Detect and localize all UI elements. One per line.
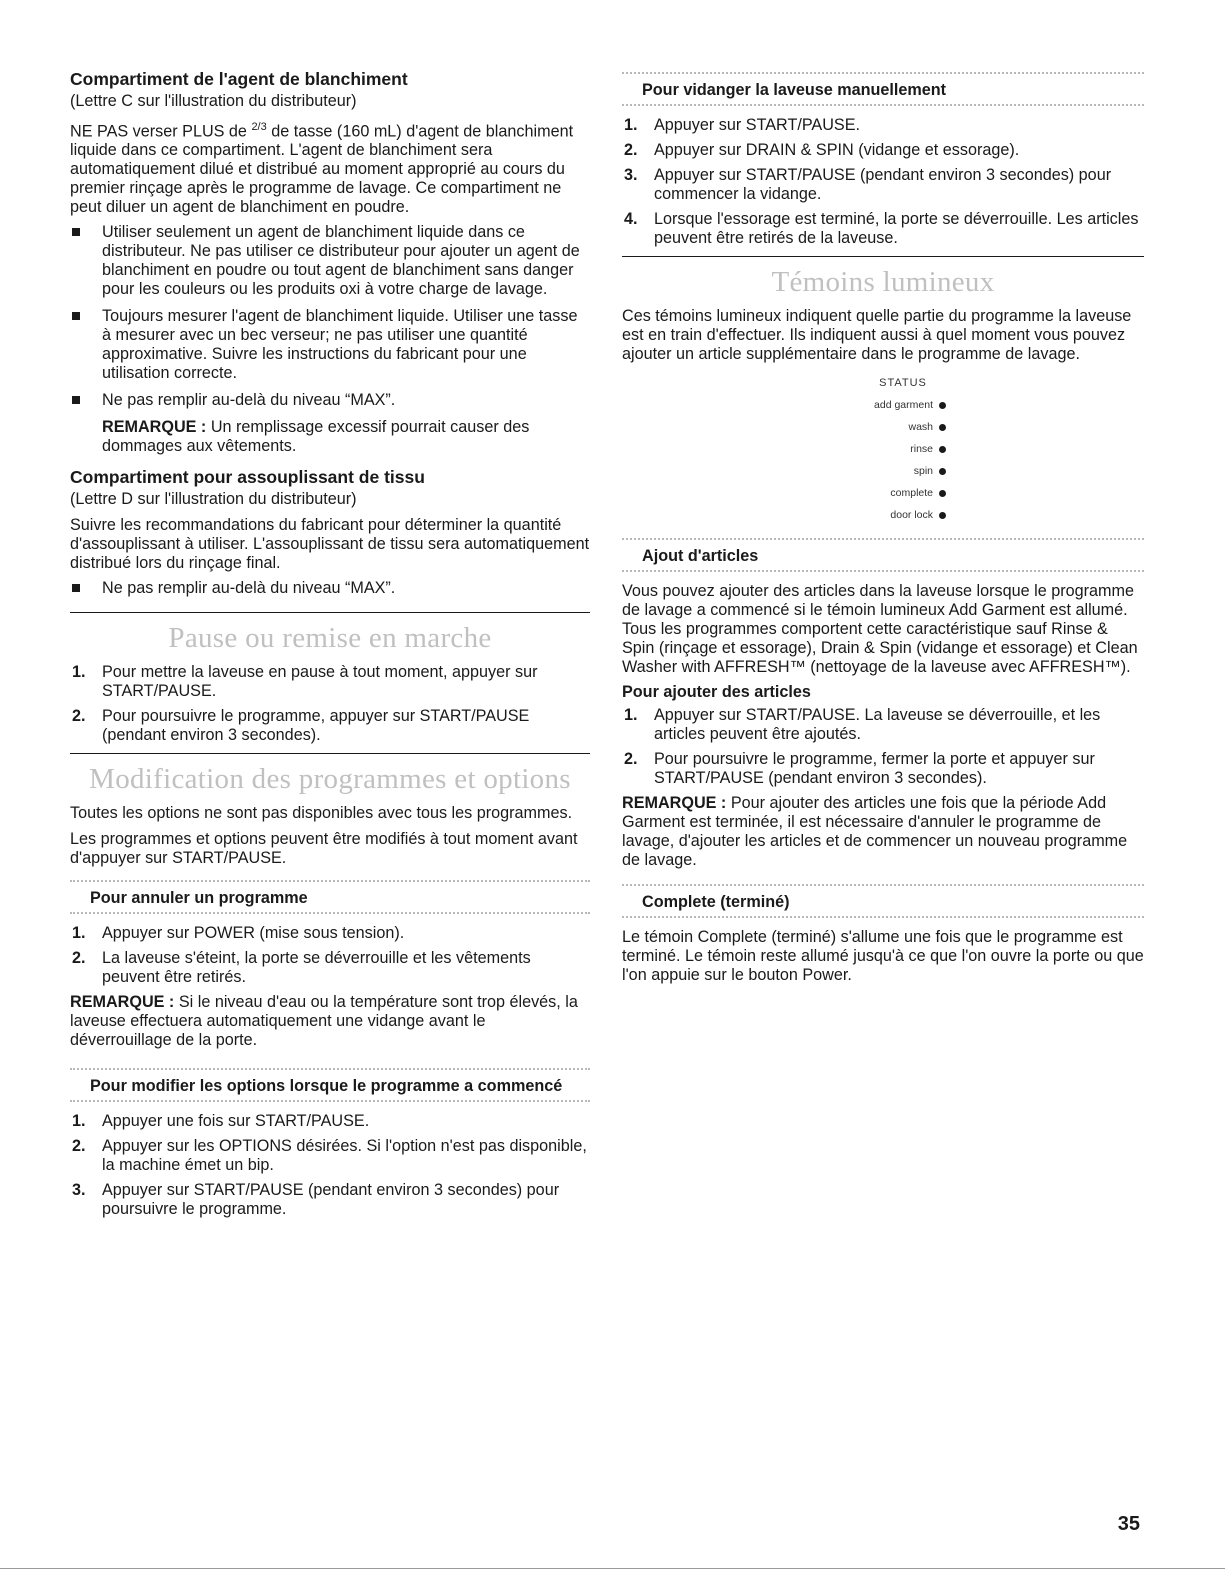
pause-steps — [70, 663, 590, 745]
divider — [70, 753, 590, 754]
softener-bullets — [70, 579, 590, 598]
status-light-icon — [939, 402, 946, 409]
add-title: Ajout d'articles — [622, 538, 1144, 572]
status-light-icon — [939, 490, 946, 497]
step-item: 1. Pour mettre la laveuse en pause à tout moment, appuyer sur START/PAUSE. — [72, 663, 538, 701]
list-item: Ne pas remplir au-delà du niveau “MAX”. — [70, 579, 590, 598]
status-row: spin — [622, 460, 1144, 482]
status-row: door lock — [622, 504, 1144, 526]
softener-text: Suivre les recommandations du fabricant pour déterminer la quantité d'assouplissant à utiliser. L'assouplissant de tissu sera automatiquement distribué lors du rinçage final. — [70, 516, 590, 573]
modify-p2: Les programmes et options peuvent être modifiés à tout moment avant d'appuyer sur START/PAUSE. — [70, 830, 578, 868]
softener-title: Compartiment pour assouplissant de tissu — [70, 467, 425, 488]
step-item: 2. Pour poursuivre le programme, appuyer sur START/PAUSE (pendant environ 3 secondes). — [72, 707, 530, 745]
complete-title: Complete (terminé) — [622, 884, 1144, 918]
status-row: add garment — [622, 394, 1144, 416]
complete-text: Le témoin Complete (terminé) s'allume une fois que le programme est terminé. Le témoin reste allumé jusqu'à ce que l'on ouvre la porte ou que l'on appuie sur le bouton Power. — [622, 928, 1144, 984]
step-item: 1. Appuyer une fois sur START/PAUSE. — [72, 1112, 370, 1131]
step-item: 4. Lorsque l'essorage est terminé, la porte se déverrouille. Les articles peuvent être retirés de la laveuse. — [624, 210, 1139, 247]
drain-steps — [622, 116, 1144, 248]
pause-heading: Pause ou remise en marche — [168, 622, 492, 655]
step-item: 2. La laveuse s'éteint, la porte se déverrouille et les vêtements peuvent être retirés. — [72, 949, 531, 987]
lights-heading: Témoins lumineux — [771, 266, 995, 298]
list-item: Ne pas remplir au-delà du niveau “MAX”. — [70, 391, 590, 410]
list-item: Toujours mesurer l'agent de blanchiment liquide. Utiliser une tasse à mesurer avec un bec verseur; ne pas utiliser une quantité approximative. Suivre les instructions du fabricant pour une utilisation correcte. — [70, 307, 590, 383]
modify-heading: Modification des programmes et options — [89, 763, 571, 796]
options-title: Pour modifier les options lorsque le programme a commencé — [70, 1068, 590, 1102]
add-note: REMARQUE : Pour ajouter des articles une fois que la période Add Garment est terminée, il est nécessaire d'annuler le programme de lavage, d'ajouter les articles et de commencer un nouveau programme de lavage. — [622, 794, 1128, 869]
right-column — [622, 62, 1144, 985]
add-subheading: Pour ajouter des articles — [622, 683, 811, 701]
add-text: Vous pouvez ajouter des articles dans la laveuse lorsque le programme de lavage a commencé si le témoin lumineux Add Garment est allumé. Tous les programmes comportent cette caractéristique sauf Rinse & Spin (rinçage et essorage), Drain & Spin (vidange et essorage) et Clean Washer with AFFRESH™ (nettoyage de la laveuse avec AFFRESH™). — [622, 582, 1138, 676]
status-row: rinse — [622, 438, 1144, 460]
status-row: complete — [622, 482, 1144, 504]
step-item: 3. Appuyer sur START/PAUSE (pendant environ 3 secondes) pour commencer la vidange. — [624, 166, 1112, 203]
status-row: wash — [622, 416, 1144, 438]
bleach-intro: NE PAS verser PLUS de $^{2/3}$ de tasse (160 mL) d'agent de blanchiment liquide dans ce compartiment. L'agent de blanchiment sera automatiquement dilué et distribué au moment approprié au cours du premier rinçage après le programme de lavage. Ce compartiment ne peut diluer un agent de blanchiment en poudre. — [70, 121, 574, 217]
bleach-bullets — [70, 223, 590, 410]
step-item: 3. Appuyer sur START/PAUSE (pendant environ 3 secondes) pour poursuivre le programme. — [72, 1181, 560, 1219]
list-item: Utiliser seulement un agent de blanchiment liquide dans ce distributeur. Ne pas utiliser ce distributeur pour ajouter un agent de blanchiment en poudre ou tout agent de blanchiment sans danger pour les couleurs ou les produits oxi à votre charge de lavage. — [70, 223, 590, 299]
step-item: 2. Pour poursuivre le programme, fermer la porte et appuyer sur START/PAUSE (pendant environ 3 secondes). — [624, 750, 1095, 787]
left-column — [70, 64, 590, 1225]
status-light-icon — [939, 512, 946, 519]
bleach-note: REMARQUE : Un remplissage excessif pourrait causer des dommages aux vêtements. — [102, 418, 530, 456]
status-light-icon — [939, 424, 946, 431]
bottom-rule — [0, 1568, 1225, 1569]
cancel-note: REMARQUE : Si le niveau d'eau ou la température sont trop élevés, la laveuse effectuera automatiquement une vidange avant le déverrouillage de la porte. — [70, 993, 578, 1050]
divider — [622, 256, 1144, 257]
cancel-steps — [70, 924, 590, 987]
drain-title: Pour vidanger la laveuse manuellement — [622, 72, 1144, 106]
status-light-icon — [939, 468, 946, 475]
status-title: STATUS — [879, 377, 927, 389]
softener-subtitle: (Lettre D sur l'illustration du distributeur) — [70, 490, 357, 509]
step-item: 1. Appuyer sur START/PAUSE. La laveuse se déverrouille, et les articles peuvent être ajoutés. — [624, 706, 1101, 743]
bleach-subtitle: (Lettre C sur l'illustration du distributeur) — [70, 92, 357, 110]
status-light-icon — [939, 446, 946, 453]
options-steps — [70, 1112, 590, 1219]
step-item: 1. Appuyer sur POWER (mise sous tension). — [72, 924, 405, 943]
status-panel — [622, 372, 1144, 526]
fraction: 2/3 — [251, 121, 267, 133]
add-steps — [622, 706, 1144, 788]
step-item: 2. Appuyer sur DRAIN & SPIN (vidange et essorage). — [624, 141, 1020, 159]
step-item: 2. Appuyer sur les OPTIONS désirées. Si l'option n'est pas disponible, la machine émet un bip. — [72, 1137, 587, 1175]
page-number: 35 — [1117, 1513, 1140, 1535]
cancel-title: Pour annuler un programme — [70, 880, 590, 914]
divider — [70, 612, 590, 613]
modify-p1: Toutes les options ne sont pas disponibles avec tous les programmes. — [70, 804, 573, 823]
step-item: 1. Appuyer sur START/PAUSE. — [624, 116, 861, 134]
lights-text: Ces témoins lumineux indiquent quelle partie du programme la laveuse est en train d'effectuer. Ils indiquent aussi à quel moment vous pouvez ajouter un article supplémentaire dans le programme de lavage. — [622, 307, 1132, 363]
bleach-title: Compartiment de l'agent de blanchiment — [70, 69, 408, 89]
